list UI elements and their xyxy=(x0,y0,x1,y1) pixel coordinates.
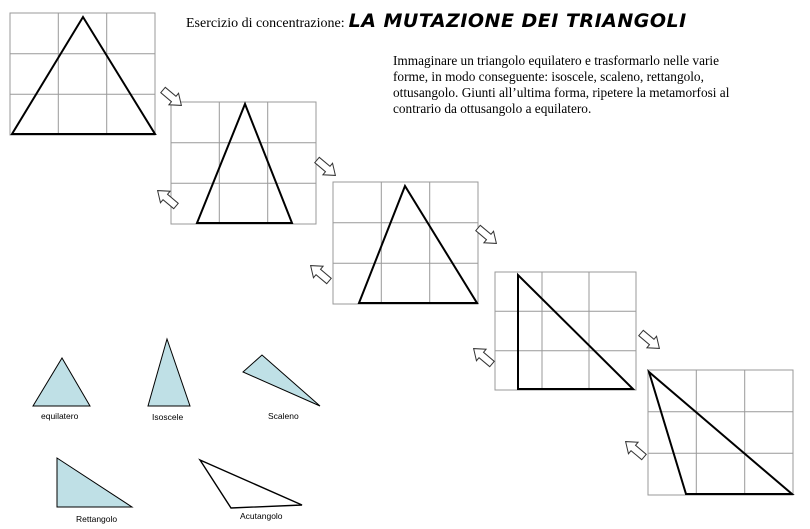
page-title: LA MUTAZIONE DEI TRIANGOLI xyxy=(348,10,687,32)
arrow-forward-3 xyxy=(473,222,501,249)
legend-label-equilateral: equilatero xyxy=(41,411,79,421)
grid-panel-4 xyxy=(495,272,636,390)
legend-label-isosceles: Isoscele xyxy=(152,412,184,422)
arrow-back-1 xyxy=(153,185,181,212)
arrow-forward-4 xyxy=(636,327,664,354)
equilateral-triangle xyxy=(12,17,155,134)
title-lead: Esercizio di concentrazione: xyxy=(186,16,345,31)
arrow-back-3 xyxy=(469,343,497,370)
legend-acute-shape xyxy=(200,460,302,508)
instructions-text: Immaginare un triangolo equilatero e trasformarlo nelle varie forme, in modo conseguente: isoscele, scaleno, rettangolo, ottusangolo. Giunti all’ultima forma, ripetere la metamorfosi al contrario da ottusangolo a equilatero. xyxy=(393,53,730,116)
legend-label-scalene: Scaleno xyxy=(268,411,299,421)
right-triangle xyxy=(518,275,633,389)
isosceles-triangle xyxy=(197,104,292,223)
legend-scalene-shape xyxy=(243,355,320,406)
scalene-triangle xyxy=(359,186,477,303)
legend-label-right: Rettangolo xyxy=(76,514,118,524)
arrow-back-4 xyxy=(621,436,649,463)
grid-panel-2 xyxy=(171,102,316,224)
legend-right-shape xyxy=(57,458,132,507)
legend-isosceles-shape xyxy=(148,339,190,406)
header xyxy=(186,10,687,32)
grid-panel-5 xyxy=(648,370,793,495)
legend xyxy=(33,339,320,524)
arrow-forward-1 xyxy=(158,84,186,111)
obtuse-triangle xyxy=(649,372,792,494)
grid-panel-1 xyxy=(10,13,155,135)
legend-label-acute: Acutangolo xyxy=(240,511,283,521)
grid-panel-3 xyxy=(333,182,478,304)
arrow-back-2 xyxy=(306,260,334,287)
legend-equilateral-shape xyxy=(33,358,90,406)
